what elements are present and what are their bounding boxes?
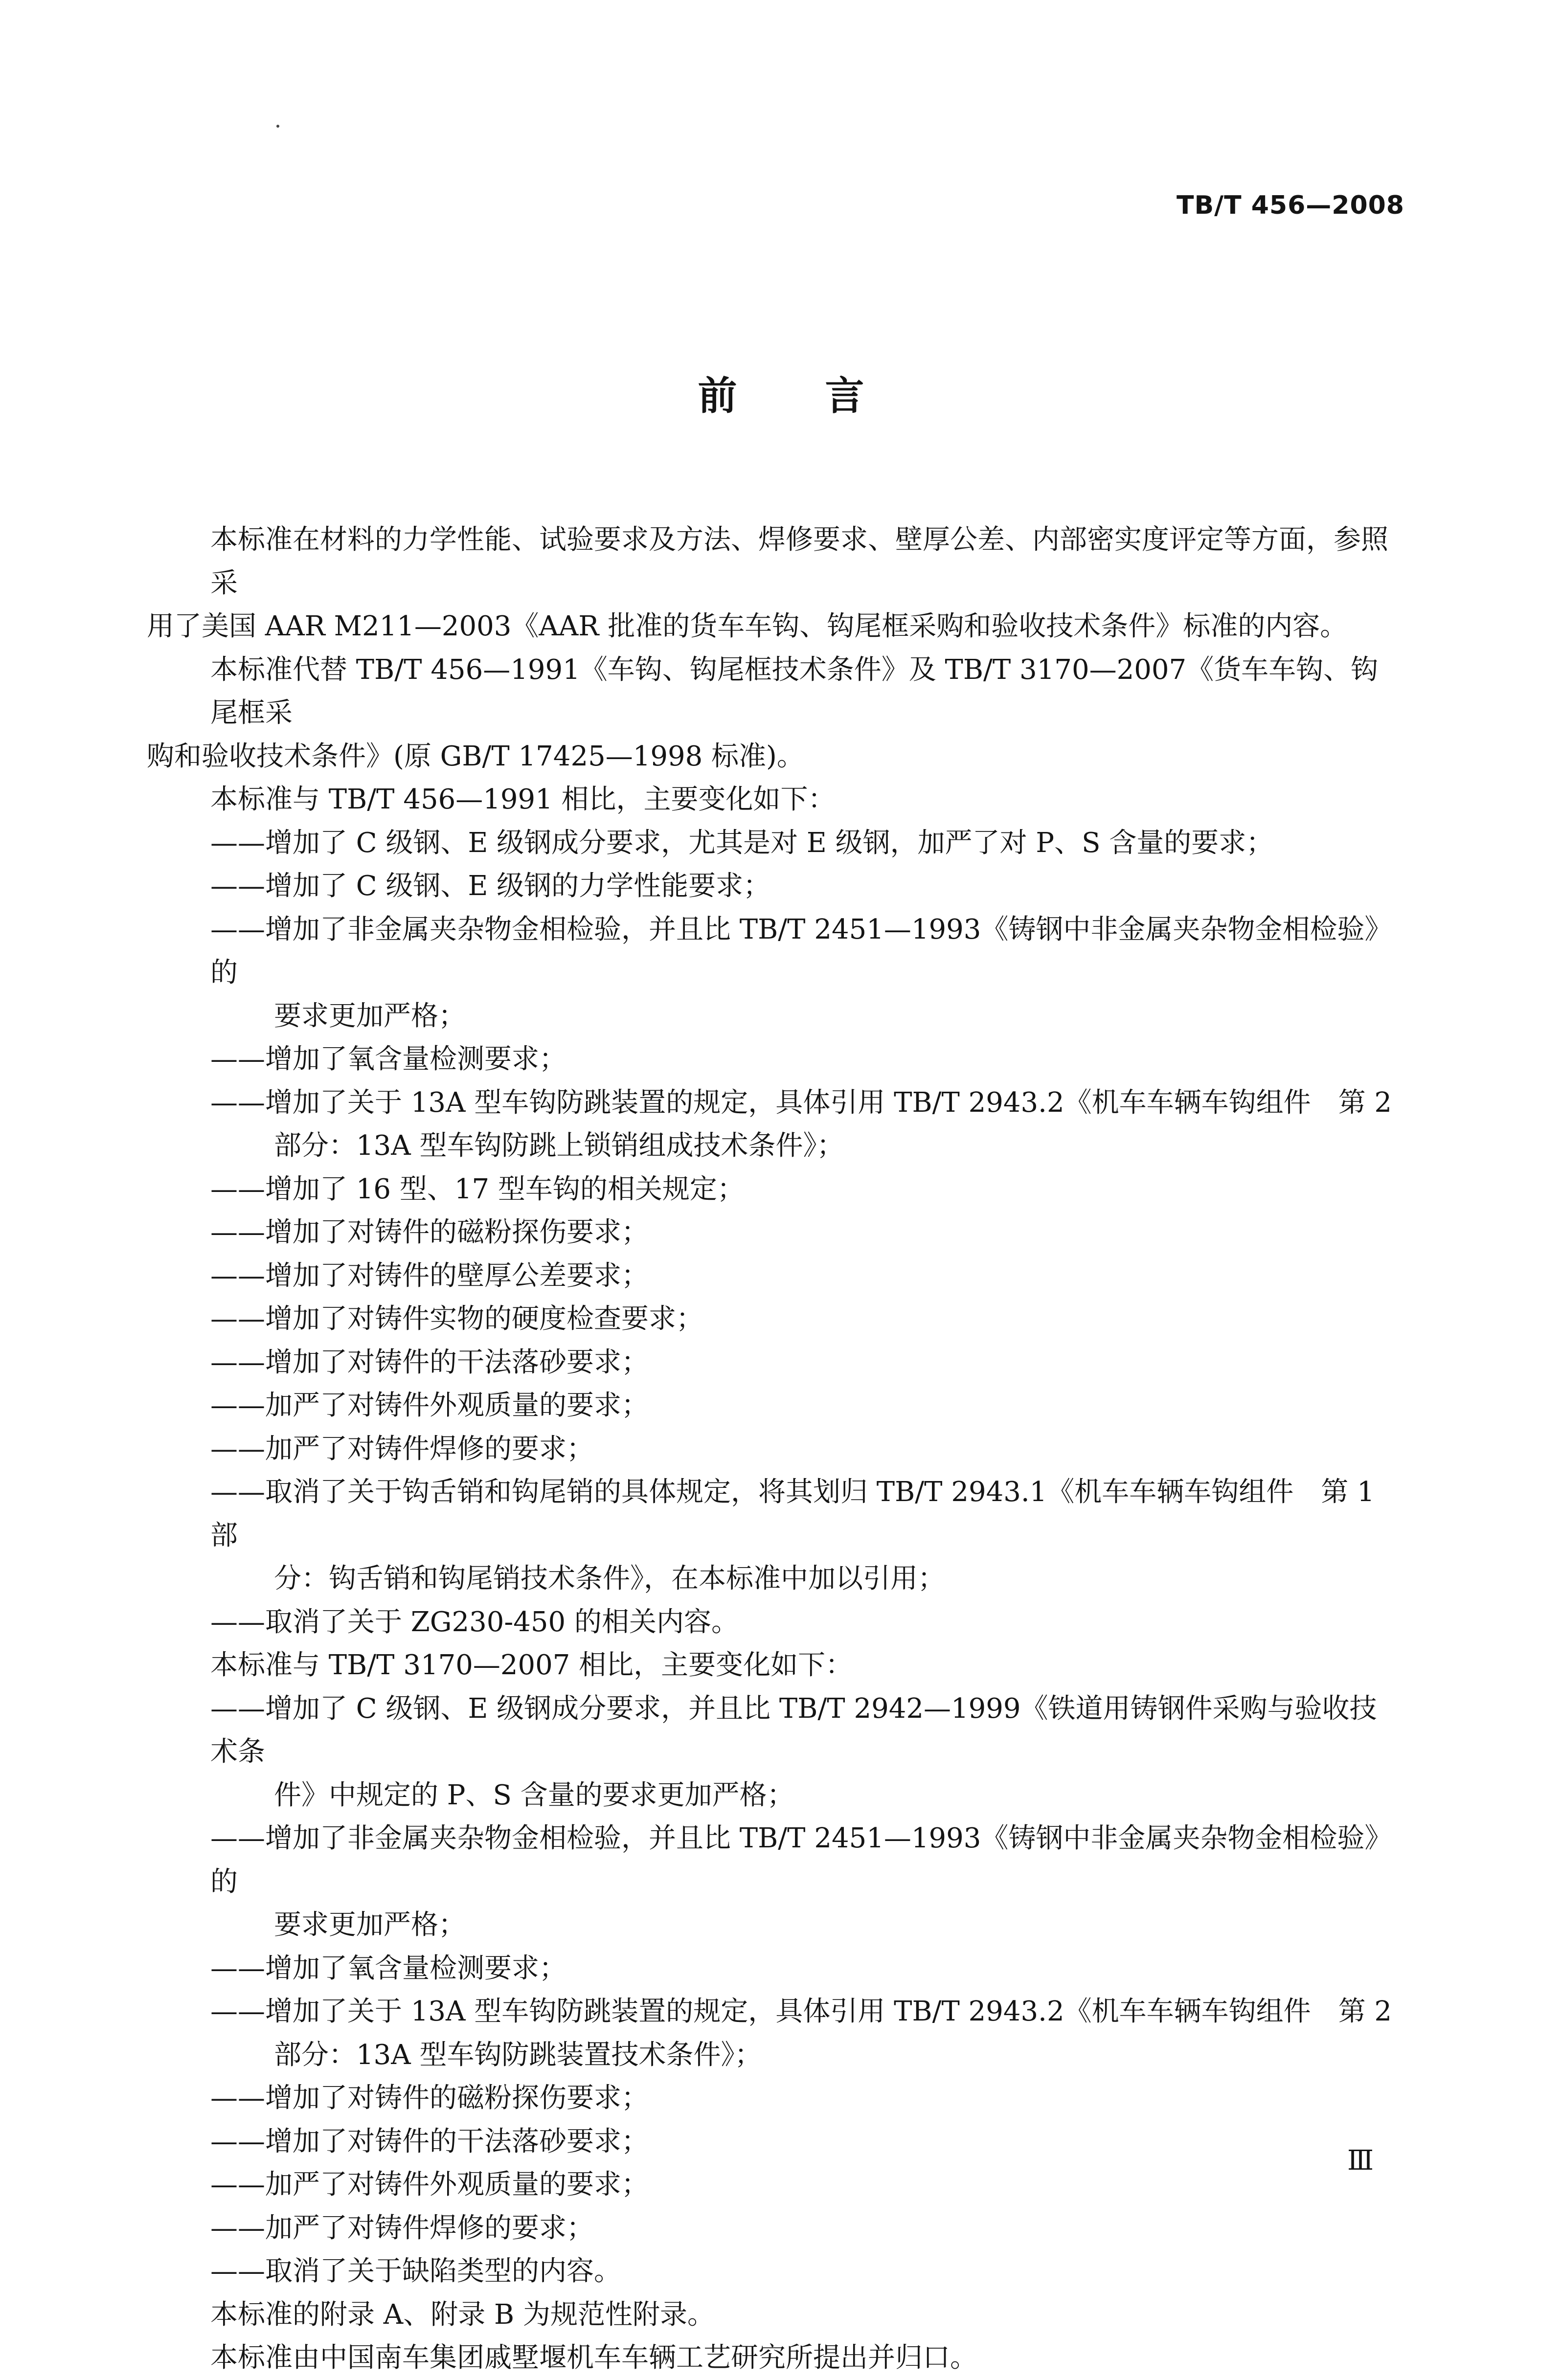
list-item (210, 1601, 1404, 1644)
list-item (210, 1298, 1404, 1341)
list-item-line: ——增加了对铸件实物的硬度检查要求； (210, 1303, 703, 1335)
list-item (210, 1471, 1404, 1601)
list-item-line: ——增加了对铸件的壁厚公差要求； (210, 1259, 649, 1292)
list-item-line: ——加严了对铸件焊修的要求； (210, 1433, 594, 1465)
paragraph-1-line-2: 用了美国 AAR M211—2003《AAR 批准的货车车钩、钩尾框采购和验收技术条件》标准的内容。 (147, 610, 1348, 642)
paragraph-4: 本标准与 TB/T 3170—2007 相比，主要变化如下： (210, 1649, 853, 1681)
list-item-line: ——取消了关于钩舌销和钩尾销的具体规定，将其划归 TB/T 2943.1《机车车辆车钩组件 第 1 部 (210, 1476, 1375, 1551)
list-item-line: ——增加了关于 13A 型车钩防跳装置的规定，具体引用 TB/T 2943.2《机车车辆车钩组件 第 2 (210, 1996, 1392, 2027)
paragraph-2 (147, 649, 1404, 779)
list-item-line: ——增加了对铸件的磁粉探伤要求； (210, 2082, 649, 2114)
list-item (210, 908, 1404, 1038)
list-item-line: ——增加了氧含量检测要求； (210, 1043, 566, 1075)
list-item (210, 822, 1404, 865)
list-item (210, 2207, 1404, 2250)
list-item-continuation: 件》中规定的 P、S 含量的要求更加严格； (274, 1779, 794, 1811)
list-item-line: ——增加了关于 13A 型车钩防跳装置的规定，具体引用 TB/T 2943.2《机车车辆车钩组件 第 2 (210, 1086, 1392, 1119)
list-item (210, 2163, 1404, 2207)
list-item (210, 1081, 1404, 1168)
list-item-line: ——增加了对铸件的干法落砂要求； (210, 1346, 649, 1378)
list-item (210, 1255, 1404, 1298)
paragraph-2-line-2: 购和验收技术条件》(原 GB/T 17425—1998 标准)。 (147, 740, 804, 772)
list-item-line: ——增加了非金属夹杂物金相检验，并且比 TB/T 2451—1993《铸钢中非金属夹杂物金相检验》的 (210, 1822, 1392, 1898)
paragraph-1 (147, 518, 1404, 649)
list-item-line: ——增加了对铸件的磁粉探伤要求； (210, 1216, 649, 1248)
list-item (210, 1687, 1404, 1818)
list-item-line: ——增加了 C 级钢、E 级钢成分要求，尤其是对 E 级钢，加严了对 P、S 含量的要求； (210, 827, 1274, 859)
list-item-continuation: 分：钩舌销和钩尾销技术条件》，在本标准中加以引用； (274, 1563, 945, 1594)
paragraph-3: 本标准与 TB/T 456—1991 相比，主要变化如下： (210, 784, 836, 815)
list-item (210, 1168, 1404, 1212)
paragraph-5: 本标准的附录 A、附录 B 为规范性附录。 (210, 2298, 715, 2331)
document-body (147, 518, 1404, 2380)
list-item (210, 1341, 1404, 1385)
list-item-continuation: 要求更加严格； (274, 1909, 466, 1941)
standard-code: TB/T 456—2008 (1177, 191, 1404, 220)
paragraph-2-line-1: 本标准代替 TB/T 456—1991《车钩、钩尾框技术条件》及 TB/T 3170—2007《货车车钩、钩尾框采 (210, 653, 1379, 729)
list-item (210, 865, 1404, 908)
title-char-1: 前 (698, 373, 737, 419)
list-item-line: ——增加了氧含量检测要求； (210, 1952, 566, 1984)
list-item (210, 1990, 1404, 2077)
changes-list-2 (210, 1687, 1404, 2293)
title-char-2: 言 (825, 373, 864, 419)
list-item-line: ——增加了 16 型、17 型车钩的相关规定； (210, 1173, 745, 1205)
list-item (210, 1947, 1404, 1991)
list-item-line: ——加严了对铸件焊修的要求； (210, 2212, 594, 2244)
list-item (210, 1817, 1404, 1947)
list-item (210, 2250, 1404, 2293)
list-item-line: ——取消了关于缺陷类型的内容。 (210, 2255, 621, 2287)
paragraph-6: 本标准由中国南车集团戚墅堰机车车辆工艺研究所提出并归口。 (210, 2342, 977, 2374)
list-item (210, 1428, 1404, 1471)
list-item-line: ——增加了 C 级钢、E 级钢的力学性能要求； (210, 870, 771, 902)
list-item (210, 1384, 1404, 1428)
list-item-line: ——增加了非金属夹杂物金相检验，并且比 TB/T 2451—1993《铸钢中非金属夹杂物金相检验》的 (210, 913, 1392, 988)
list-item-line: ——增加了 C 级钢、E 级钢成分要求，并且比 TB/T 2942—1999《铁道用铸钢件采购与验收技术条 (210, 1692, 1377, 1768)
list-item-line: ——加严了对铸件外观质量的要求； (210, 2169, 649, 2200)
list-item-line: ——取消了关于 ZG230-450 的相关内容。 (210, 1606, 739, 1638)
page-number: Ⅲ (1347, 2145, 1374, 2177)
paragraph-1-line-1: 本标准在材料的力学性能、试验要求及方法、焊修要求、壁厚公差、内部密实度评定等方面，参照采 (210, 524, 1388, 599)
changes-list-1 (210, 822, 1404, 1644)
list-item-continuation: 部分：13A 型车钩防跳上锁销组成技术条件》； (274, 1130, 844, 1162)
list-item (210, 1211, 1404, 1255)
list-item-continuation: 部分：13A 型车钩防跳装置技术条件》； (274, 2039, 762, 2071)
list-item-line: ——加严了对铸件外观质量的要求； (210, 1390, 649, 1421)
page-title (0, 364, 1562, 421)
scan-speck (276, 125, 279, 128)
list-item (210, 2120, 1404, 2164)
list-item (210, 2077, 1404, 2120)
list-item-line: ——增加了对铸件的干法落砂要求； (210, 2125, 649, 2157)
list-item (210, 1038, 1404, 1081)
list-item-continuation: 要求更加严格； (274, 1000, 466, 1032)
